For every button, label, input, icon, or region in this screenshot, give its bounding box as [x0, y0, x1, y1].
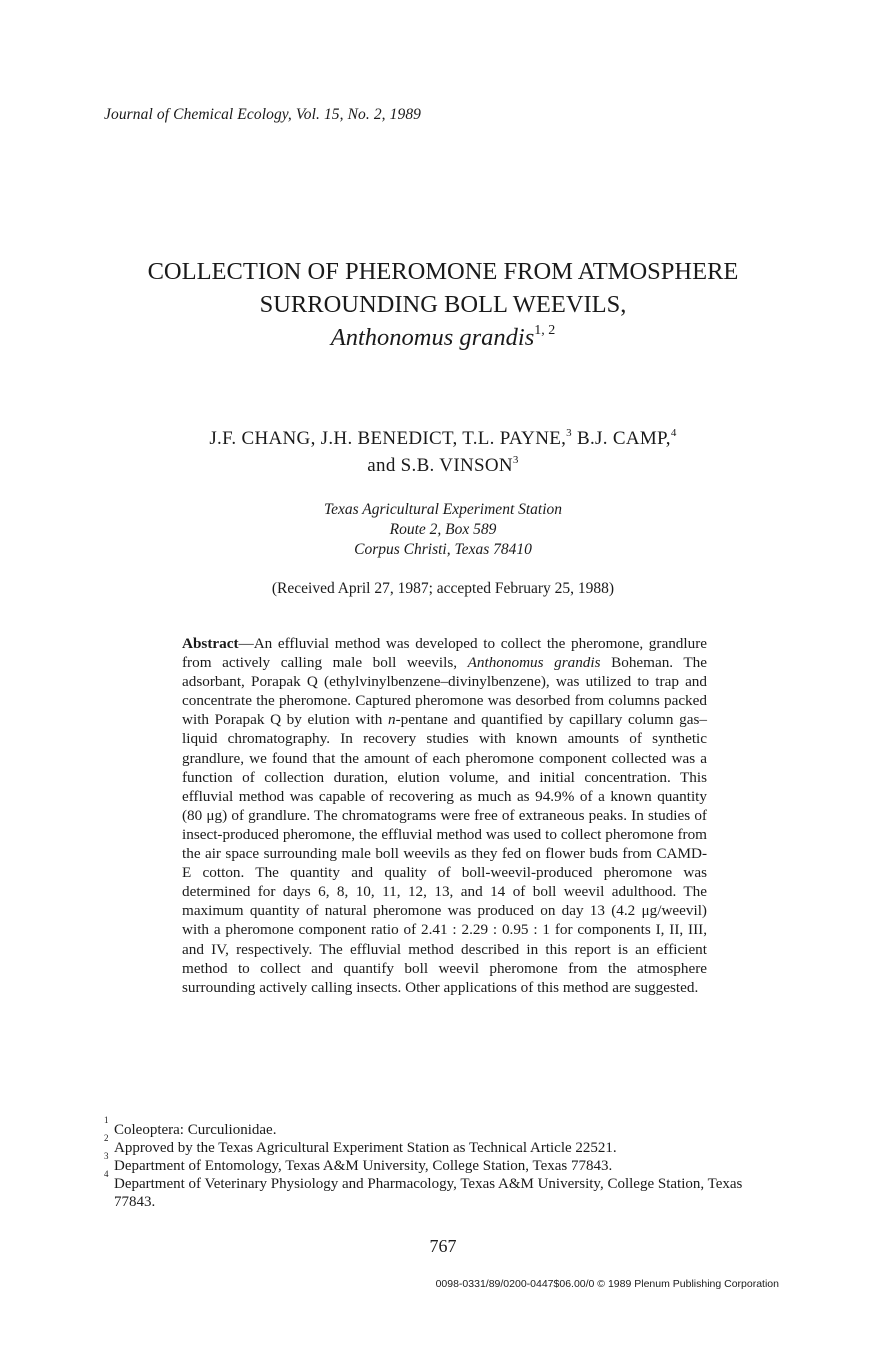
- received-dates: (Received April 27, 1987; accepted February 25, 1988): [271, 580, 615, 597]
- authors-footnote-mark-3b: 3: [512, 454, 519, 466]
- abstract-text-3: -pentane and quantified by capillary column gas–liquid chromatography. In recovery studies with known amounts of synthetic grandlure, we found that the amount of each pheromone component collected was a function of collection duration, elution volume, and initial concentration. This effluvial method was capable of recovering as much as 94.9% of a known quantity (80 μg) of grandlure. The chromatograms were free of extraneous peaks. In studies of insect-produced pheromone, the effluvial method was used to collect pheromone from the air space surrounding male boll weevils as they fed on flower buds from CAMD-E cotton. The quantity and quality of boll-weevil-produced pheromone was determined for days 6, 8, 10, 11, 12, 13, and 14 of boll weevil adulthood. The maximum quantity of natural pheromone was produced on day 13 (4.2 μg/weevil) with a pheromone component ratio of 2.41 : 2.29 : 0.95 : 1 for components I, II, III, and IV, respectively. The effluvial method described in this report is an efficient method to collect and quantify boll weevil pheromone from the atmosphere surrounding actively calling insects. Other applications of this method are suggested.: [182, 711, 707, 996]
- affiliation-line-3: Corpus Christi, Texas 78410: [354, 541, 532, 558]
- affiliation-line-2: Route 2, Box 589: [389, 521, 497, 538]
- page-number: 767: [429, 1236, 457, 1256]
- affiliation: [0, 500, 886, 560]
- abstract-label: Abstract: [182, 635, 239, 652]
- footnote-number: 1: [104, 1115, 109, 1125]
- abstract-species: Anthonomus grandis: [467, 654, 601, 672]
- footnote-text: Department of Entomology, Texas A&M University, College Station, Texas 77843.: [114, 1158, 613, 1174]
- author-list: [0, 425, 886, 479]
- footnote-text: Approved by the Texas Agricultural Experiment Station as Technical Article 22521.: [114, 1140, 617, 1156]
- author-line-2: [0, 452, 886, 479]
- footnote-text: Department of Veterinary Physiology and Pharmacology, Texas A&M University, College Station, Texas 77843.: [114, 1176, 743, 1210]
- title-line-1: COLLECTION OF PHEROMONE FROM ATMOSPHERE: [147, 258, 739, 285]
- abstract: [182, 634, 707, 997]
- authors-part-2: B.J. CAMP,: [571, 428, 671, 449]
- footnote-number: 4: [104, 1169, 109, 1179]
- journal-citation: Journal of Chemical Ecology, Vol. 15, No. 2, 1989: [104, 106, 422, 123]
- authors-footnote-mark-4: 4: [670, 427, 677, 439]
- authors-part-3: and S.B. VINSON: [367, 455, 513, 476]
- title-line-2: SURROUNDING BOLL WEEVILS,: [259, 291, 627, 318]
- title-species: Anthonomus grandis: [330, 324, 535, 351]
- footnote: [104, 1133, 784, 1157]
- title-species-footnote-marks: 1, 2: [534, 323, 556, 338]
- footnote: [104, 1151, 784, 1175]
- copyright-line: 0098-0331/89/0200-0447$06.00/0 © 1989 Plenum Publishing Corporation: [435, 1278, 779, 1290]
- footnote: [104, 1169, 784, 1211]
- abstract-text-2: Boheman. The adsorbant, Porapak Q (ethylvinylbenzene–divinylbenzene), was utilized to trap and concentrate the pheromone. Captured pheromone was desorbed from columns packed with Porapak Q by elution with: [182, 654, 707, 729]
- footnote-number: 2: [104, 1133, 109, 1143]
- abstract-n-italic: n: [388, 711, 396, 729]
- footnote-text: Coleoptera: Curculionidae.: [114, 1122, 277, 1138]
- affiliation-line-1: Texas Agricultural Experiment Station: [323, 501, 563, 518]
- authors-footnote-mark-3: 3: [566, 427, 572, 439]
- footnotes: [104, 1115, 784, 1211]
- article-title: [0, 255, 886, 354]
- title-line-3: [0, 321, 886, 354]
- authors-part-1: J.F. CHANG, J.H. BENEDICT, T.L. PAYNE,: [209, 428, 567, 449]
- footnote-number: 3: [104, 1151, 109, 1161]
- abstract-text-1: —An effluvial method was developed to collect the pheromone, grandlure from actively calling male boll weevils,: [182, 635, 707, 672]
- footnote: [104, 1115, 784, 1139]
- author-line-1: [0, 425, 886, 452]
